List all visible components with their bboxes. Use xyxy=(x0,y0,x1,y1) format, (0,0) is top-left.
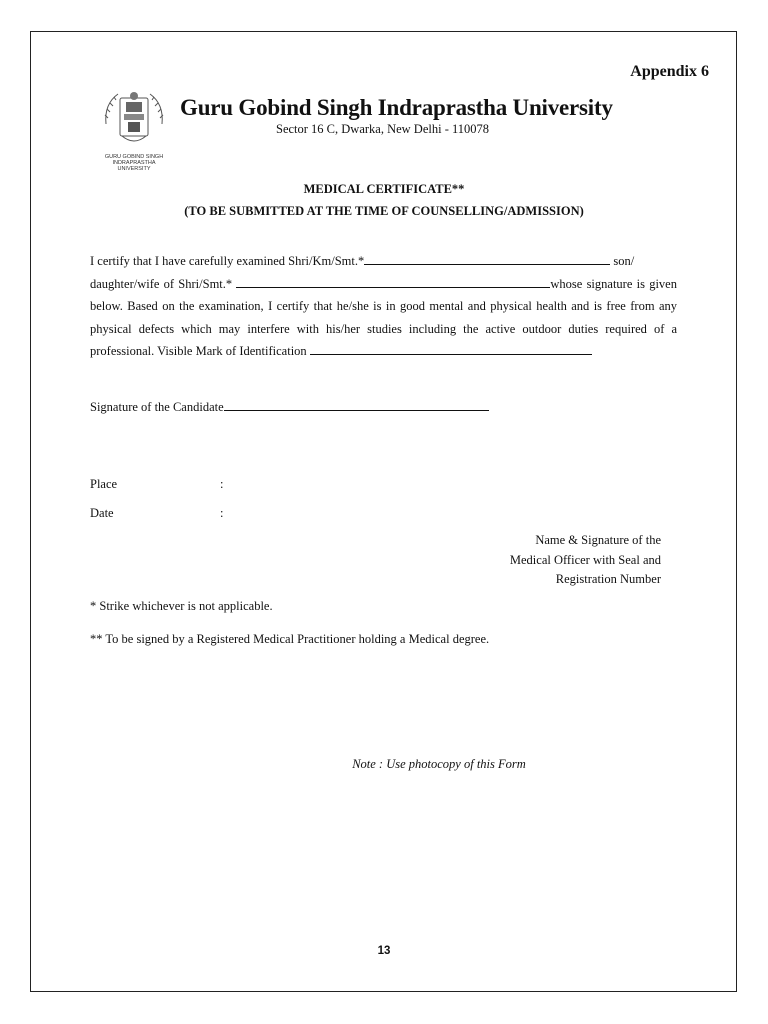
university-name: Guru Gobind Singh Indraprastha University xyxy=(180,95,613,120)
logo-caption: GURU GOBIND SINGH INDRAPRASTHA UNIVERSITY xyxy=(104,154,164,172)
body-line3-text: below. Based on the examination, I certify that he/she is in good mental and physical health and is free from any physical defects which may interfere with his/her studies including the active outdoor duties required of a professional. Visible Mark of Identification xyxy=(90,299,677,359)
medical-officer-block xyxy=(510,531,661,590)
officer-line-1: Name & Signature of the xyxy=(535,533,661,547)
page-number: 13 xyxy=(377,945,391,957)
certificate-subtitle: (TO BE SUBMITTED AT THE TIME OF COUNSELLING/ADMISSION) xyxy=(184,204,584,218)
body-line2-suffix: whose signature is given xyxy=(550,276,677,291)
signed-by-note: ** To be signed by a Registered Medical Practitioner holding a Medical degree. xyxy=(90,632,490,646)
candidate-signature-row xyxy=(90,399,489,415)
body-line1-suffix: son/ xyxy=(610,254,635,268)
place-label: Place xyxy=(90,477,118,491)
parent-name-field[interactable] xyxy=(236,276,550,288)
identification-mark-field[interactable] xyxy=(310,343,592,355)
certificate-title: MEDICAL CERTIFICATE** xyxy=(303,182,465,196)
university-address: Sector 16 C, Dwarka, New Delhi - 110078 xyxy=(276,122,490,136)
body-line1-text: I certify that I have carefully examined Shri/Km/Smt.* xyxy=(90,254,365,268)
appendix-label: Appendix 6 xyxy=(630,63,709,80)
candidate-signature-label: Signature of the Candidate xyxy=(90,400,224,414)
officer-line-3: Registration Number xyxy=(555,572,661,586)
date-colon: : xyxy=(220,506,224,520)
candidate-signature-field[interactable] xyxy=(224,399,489,411)
body-line2-text: daughter/wife of Shri/Smt.* xyxy=(90,276,237,291)
certificate-body xyxy=(90,250,677,363)
date-label: Date xyxy=(90,506,114,520)
photocopy-note: Note : Use photocopy of this Form xyxy=(352,757,526,771)
officer-line-2: Medical Officer with Seal and xyxy=(509,552,661,567)
strike-note: * Strike whichever is not applicable. xyxy=(90,599,273,613)
place-colon: : xyxy=(220,477,224,491)
examined-name-field[interactable] xyxy=(364,253,610,265)
